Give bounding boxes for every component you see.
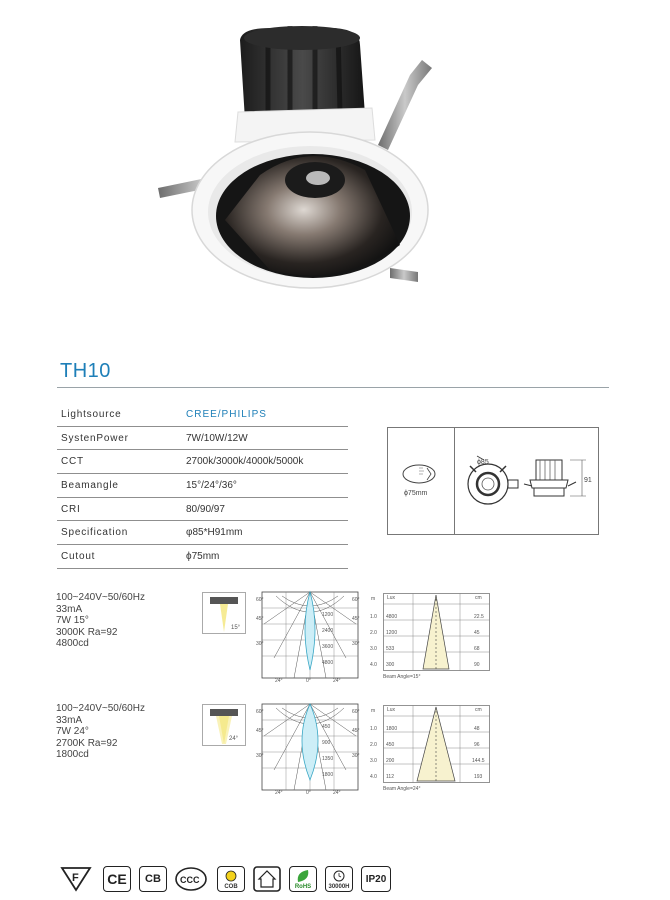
cm-cell: 90: [474, 662, 480, 668]
beam-caption: Beam Angle=24°: [383, 786, 421, 792]
cm-cell: 22.5: [474, 614, 484, 620]
polar-angle-label: 45°: [352, 728, 360, 734]
polar-angle-label: 45°: [352, 616, 360, 622]
spec-label: Beamangle: [57, 474, 176, 498]
spec-value: 15°/24°/36°: [176, 474, 348, 498]
spec-line: 7W 15°: [56, 615, 89, 626]
polar-angle-label: 60°: [256, 709, 264, 715]
lifetime-mark-text: 30000H: [328, 884, 350, 890]
polar-angle-label: 0°: [306, 790, 311, 796]
spec-label: CCT: [57, 450, 176, 474]
polar-value-label: 450: [322, 724, 331, 730]
lux-cell: 450: [386, 742, 395, 748]
ce-mark-icon: CE: [103, 866, 131, 892]
spec-value: φ85*H91mm: [176, 521, 348, 545]
spec-row: [57, 426, 348, 450]
spec-line: 33mA: [56, 603, 83, 615]
polar-value-label: 2400: [322, 628, 334, 634]
polar-value-label: 900: [322, 740, 331, 746]
spec-line: 3000K Ra=92: [56, 626, 118, 638]
spec-label: SystenPower: [57, 426, 176, 450]
title-divider: [57, 387, 609, 388]
ccc-mark-icon: [174, 866, 208, 892]
rohs-mark-icon: [289, 866, 317, 892]
polar-chart-2: [254, 700, 366, 798]
spec-table: [57, 403, 348, 569]
spec-line: 7W 24°: [56, 726, 89, 737]
ccc-mark-text: CCC: [180, 875, 200, 885]
lux-cell: 112: [386, 774, 394, 780]
cm-header: cm: [475, 595, 482, 601]
cm-cell: 193: [474, 774, 483, 780]
f-mark-icon: [60, 866, 92, 892]
beam-icon-label-1: 15°: [231, 625, 241, 631]
spec-value: 2700k/3000k/4000k/5000k: [176, 450, 348, 474]
polar-angle-label: 24°: [275, 790, 283, 796]
distance-cell: 3.0: [370, 646, 377, 652]
height-label: 91: [584, 477, 592, 484]
diameter-label: ϕ85: [477, 459, 489, 466]
polar-angle-label: 45°: [256, 616, 264, 622]
polar-angle-label: 0°: [306, 678, 311, 684]
product-title: TH10: [60, 360, 111, 382]
polar-angle-label: 60°: [352, 597, 360, 603]
cutout-diagram: [397, 460, 447, 490]
lux-header: Lux: [387, 707, 396, 713]
cob-mark-icon: [217, 866, 245, 892]
polar-angle-label: 30°: [352, 753, 360, 759]
polar-value-label: 3600: [322, 644, 334, 650]
polar-angle-label: 24°: [275, 678, 283, 684]
cm-cell: 96: [474, 742, 480, 748]
spec-line: 100~240V~50/60Hz: [56, 703, 145, 714]
polar-angle-label: 30°: [352, 641, 360, 647]
height-unit: m: [371, 708, 376, 714]
lux-cell: 1800: [386, 726, 398, 732]
cm-cell: 68: [474, 646, 480, 652]
distance-cell: 3.0: [370, 758, 377, 764]
polar-angle-label: 45°: [256, 728, 264, 734]
cob-mark-text: COB: [224, 884, 238, 890]
spec-value: 80/90/97: [176, 497, 348, 521]
polar-angle-label: 24°: [333, 678, 341, 684]
side-view-diagram: [520, 456, 592, 506]
cm-header: cm: [475, 707, 482, 713]
polar-chart-1: [254, 588, 366, 686]
spec-row: [57, 403, 348, 426]
indoor-use-icon: [253, 866, 281, 892]
lux-cell: 200: [386, 758, 395, 764]
spec-line: 4800cd: [56, 638, 89, 649]
spec-row: [57, 497, 348, 521]
product-image: [150, 20, 450, 295]
spec-row: [57, 474, 348, 498]
distance-cell: 4.0: [370, 774, 377, 780]
cutout-label: ϕ75mm: [404, 490, 428, 497]
polar-value-label: 1350: [322, 756, 334, 762]
height-unit: m: [371, 596, 376, 602]
polar-angle-label: 30°: [256, 641, 264, 647]
beam-icon-2: [202, 704, 246, 746]
polar-angle-label: 30°: [256, 753, 264, 759]
lux-header: Lux: [387, 595, 396, 601]
ip20-mark-icon: IP20: [361, 866, 391, 892]
spec-row: [57, 521, 348, 545]
polar-value-label: 4800: [322, 660, 334, 666]
electrical-specs-1: [56, 592, 145, 650]
lux-cell: 4800: [386, 614, 398, 620]
spec-line: 100~240V~50/60Hz: [56, 592, 145, 603]
distance-cell: 1.0: [370, 614, 377, 620]
lux-cell: 533: [386, 646, 395, 652]
distance-cell: 2.0: [370, 630, 377, 636]
spec-line: 1800cd: [56, 749, 89, 760]
spec-row: [57, 450, 348, 474]
distance-cell: 4.0: [370, 662, 377, 668]
rohs-mark-text: RoHS: [294, 884, 312, 890]
spec-label: Cutout: [57, 545, 176, 569]
beam-caption: Beam Angle=15°: [383, 674, 421, 680]
spec-label: Specification: [57, 521, 176, 545]
spec-label: CRI: [57, 497, 176, 521]
distance-cell: 2.0: [370, 742, 377, 748]
spec-row: [57, 545, 348, 569]
spec-value: ϕ75mm: [176, 545, 348, 569]
front-view-diagram: [462, 450, 520, 518]
spec-line: 33mA: [56, 714, 83, 726]
cm-cell: 45: [474, 630, 480, 636]
lifetime-mark-icon: [325, 866, 353, 892]
cb-mark-icon: CB: [139, 866, 167, 892]
spec-label: Lightsource: [57, 403, 176, 426]
distance-cell: 1.0: [370, 726, 377, 732]
polar-angle-label: 60°: [352, 709, 360, 715]
lux-cell: 300: [386, 662, 395, 668]
f-mark-text: F: [72, 872, 79, 884]
polar-angle-label: 24°: [333, 790, 341, 796]
cm-cell: 144.5: [472, 758, 485, 764]
cm-cell: 48: [474, 726, 480, 732]
polar-value-label: 1200: [322, 612, 334, 618]
spec-line: 2700K Ra=92: [56, 737, 118, 749]
spec-value: CREE/PHILIPS: [176, 403, 348, 426]
electrical-specs-2: [56, 703, 145, 761]
dimension-divider: [454, 427, 455, 535]
spec-value: 7W/10W/12W: [176, 426, 348, 450]
polar-value-label: 1800: [322, 772, 334, 778]
lux-cell: 1200: [386, 630, 398, 636]
polar-angle-label: 60°: [256, 597, 264, 603]
beam-icon-label-2: 24°: [229, 736, 239, 742]
